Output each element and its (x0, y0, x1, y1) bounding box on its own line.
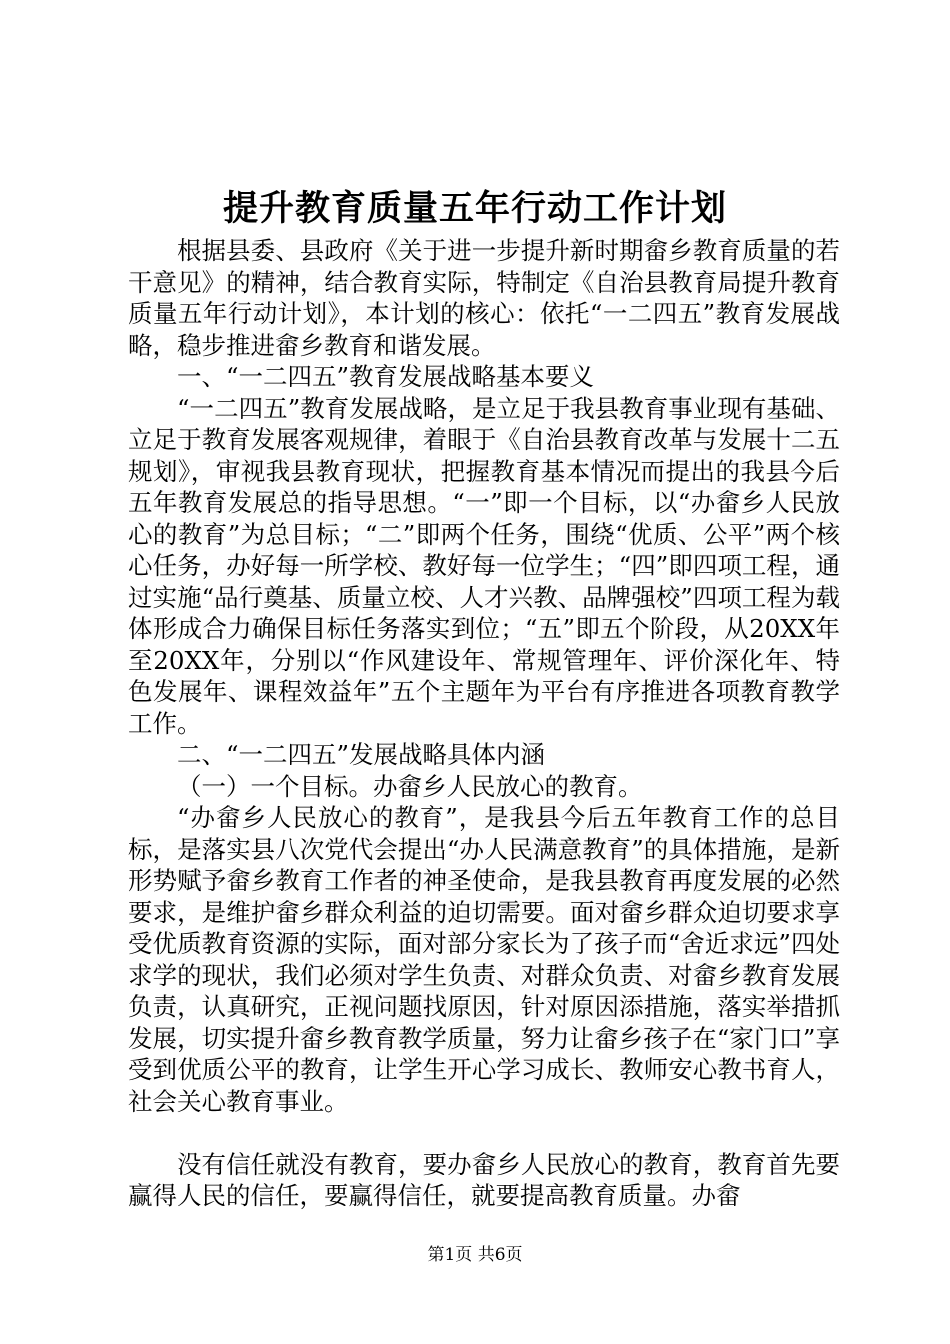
document-body (128, 235, 840, 1212)
trust-paragraph: 没有信任就没有教育，要办畲乡人民放心的教育，教育首先要赢得人民的信任，要赢得信任，就要提高教育质量。办畲 (128, 1149, 840, 1210)
section-heading-2: 二、“一二四五”发展战略具体内涵 (177, 740, 546, 769)
section-heading-1: 一、“一二四五”教育发展战略基本要义 (177, 362, 595, 391)
paragraph-gap (128, 1117, 840, 1149)
page-footer: 第1页 共6页 (427, 1245, 523, 1265)
intro-paragraph: 根据县委、县政府《关于进一步提升新时期畲乡教育质量的若干意见》的精神，结合教育实际，特制定《自治县教育局提升教育质量五年行动计划》，本计划的核心：依托“一二四五”教育发展战略，稳步推进畲乡教育和谐发展。 (128, 236, 840, 360)
subsection-heading-1: （一）一个目标。办畲乡人民放心的教育。 (177, 771, 643, 801)
strategy-paragraph: “一二四五”教育发展战略，是立足于我县教育事业现有基础、立足于教育发展客观规律，着眼于《自治县教育改革与发展十二五规划》，审视我县教育现状，把握教育基本情况而提出的我县今后五年教育发展总的指导思想。“一”即一个目标，以“办畲乡人民放心的教育”为总目标；“二”即两个任务，围绕“优质、公平”两个核心任务，办好每一所学校、教好每一位学生；“四”即四项工程，通过实施“品行奠基、质量立校、人才兴教、品牌强校”四项工程为载体形成合力确保目标任务落实到位；“五”即五个阶段，从20XX年至20XX年，分别以“作风建设年、常规管理年、评价深化年、特色发展年、课程效益年”五个主题年为平台有序推进各项教育教学工作。 (128, 393, 840, 738)
document-title: 提升教育质量五年行动工作计划 (222, 188, 727, 229)
goal-paragraph: “办畲乡人民放心的教育”，是我县今后五年教育工作的总目标，是落实县八次党代会提出“办人民满意教育”的具体措施，是新形势赋予畲乡教育工作者的神圣使命，是我县教育再度发展的必然要求，是维护畲乡群众利益的迫切需要。面对畲乡群众迫切要求享受优质教育资源的实际，面对部分家长为了孩子而“舍近求远”四处求学的现状，我们必须对学生负责、对群众负责、对畲乡教育发展负责，认真研究，正视问题找原因，针对原因添措施，落实举措抓发展，切实提升畲乡教育教学质量，努力让畲乡孩子在“家门口”享受到优质公平的教育，让学生开心学习成长、教师安心教书育人，社会关心教育事业。 (128, 803, 840, 1116)
